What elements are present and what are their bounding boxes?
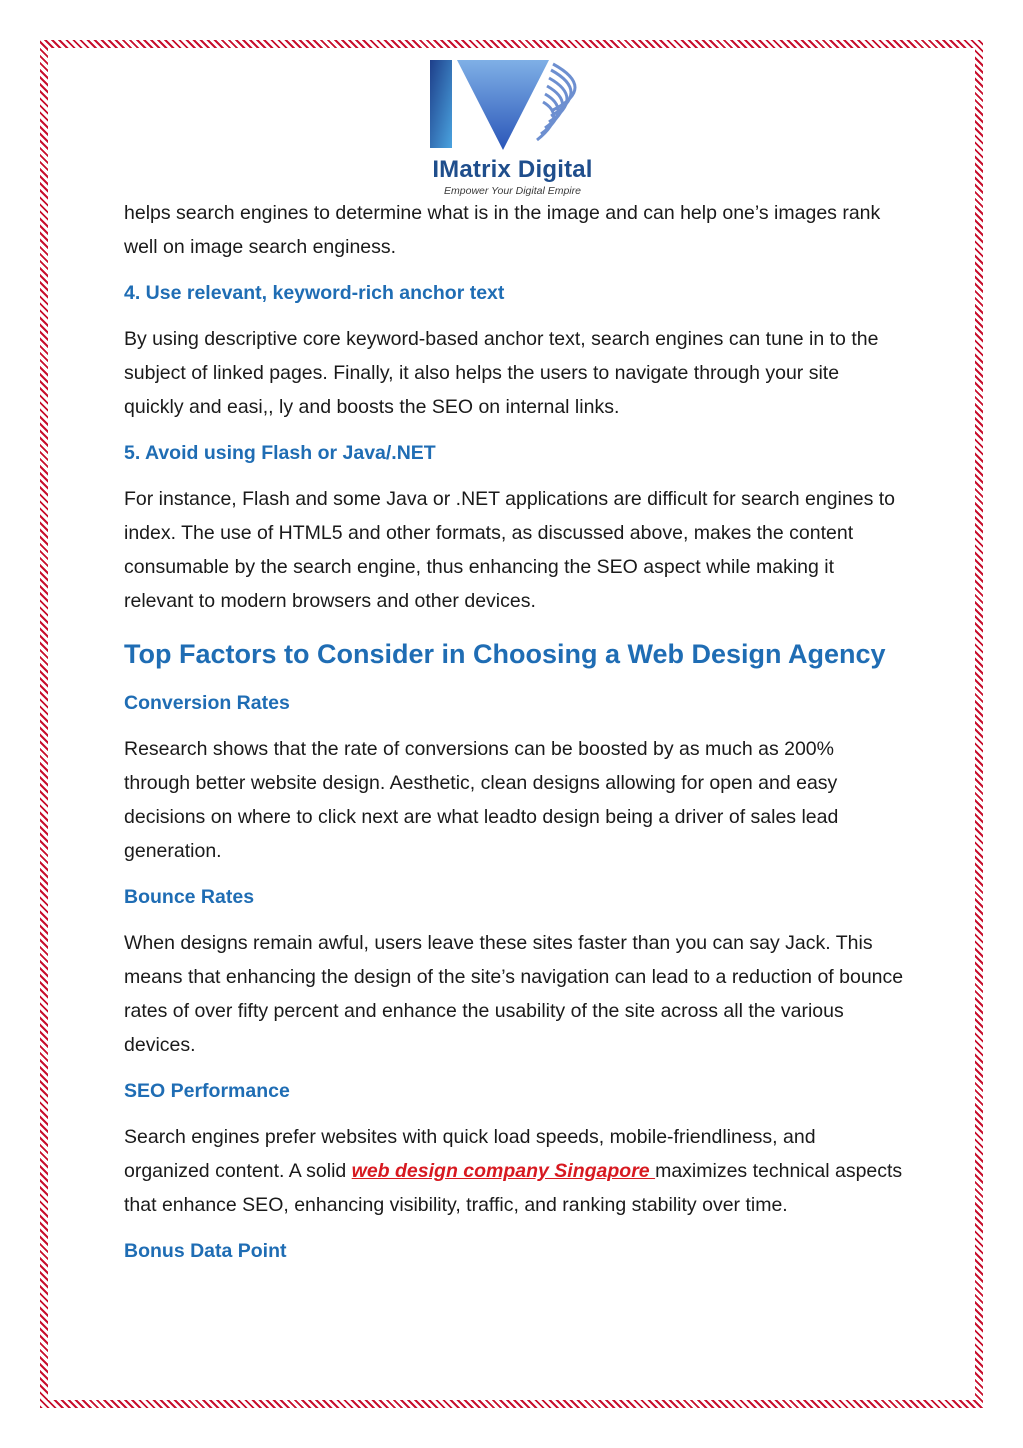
brand-logo (425, 58, 600, 198)
bonus-heading: Bonus Data Point (124, 1240, 287, 1262)
bounce-paragraph: When designs remain awful, users leave these sites faster than you can say Jack. This means that enhancing the design of the site’s navigation can lead to a reduction of bounce rates of over fifty percent and enhance the usability of the site across all the various devices. (124, 932, 904, 1056)
seo-text-before: Search engines prefer websites with quick load speeds, mobile-friendliness, and organized content. A solid (124, 1126, 816, 1182)
web-design-company-link[interactable]: web design company Singapore (351, 1160, 656, 1182)
conversion-paragraph: Research shows that the rate of conversions can be boosted by as much as 200% through better website design. Aesthetic, clean designs allowing for open and easy decisions on where to click next are what leadto design being a driver of sales lead generation. (124, 738, 839, 862)
tip5-heading: 5. Avoid using Flash or Java/.NET (124, 442, 436, 464)
conversion-heading: Conversion Rates (124, 692, 290, 714)
seo-text-after: maximizes technical aspects that enhance SEO, enhancing visibility, traffic, and ranking stability over time. (124, 1160, 903, 1216)
tip5-paragraph: For instance, Flash and some Java or .NET applications are difficult for search engines to index. The use of HTML5 and other formats, as discussed above, makes the content consumable by the search engine, thus enhancing the SEO aspect while making it relevant to modern browsers and other devices. (124, 488, 896, 612)
article-content (124, 196, 904, 1266)
section-title: Top Factors to Consider in Choosing a Web Design Agency (124, 639, 886, 669)
tip4-heading: 4. Use relevant, keyword-rich anchor text (124, 282, 505, 304)
seo-heading: SEO Performance (124, 1080, 290, 1102)
brand-tagline: Empower Your Digital Empire (444, 185, 581, 197)
intro-paragraph: helps search engines to determine what is in the image and can help one’s images rank well on image search enginess. (124, 202, 881, 258)
logo-mark-icon (425, 58, 600, 158)
brand-name: IMatrix Digital (432, 156, 593, 183)
seo-paragraph (124, 1120, 904, 1222)
tip4-paragraph: By using descriptive core keyword-based anchor text, search engines can tune in to the subject of linked pages. Finally, it also helps the users to navigate through your site quickly and easi,, ly and boosts the SEO on internal links. (124, 328, 879, 418)
bounce-heading: Bounce Rates (124, 886, 255, 908)
